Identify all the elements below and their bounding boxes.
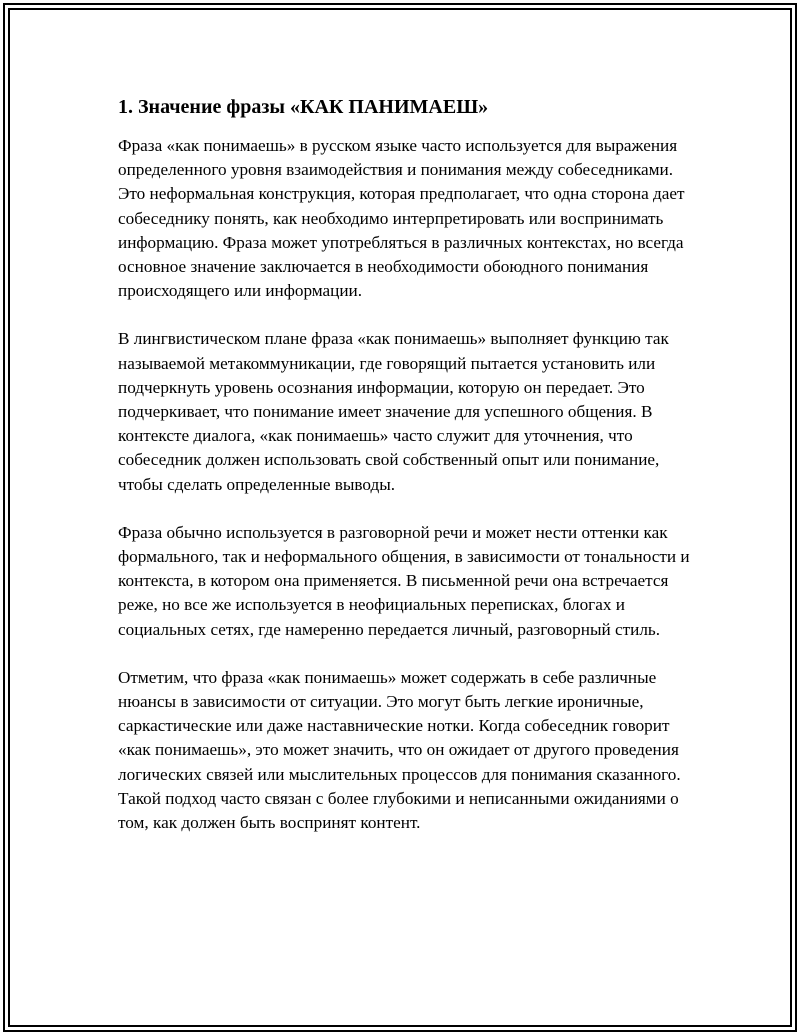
paragraph-2: В лингвистическом плане фраза «как понимаешь» выполняет функцию так называемой метакоммуникации, где говорящий пытается установить или подчеркнуть уровень осознания информации, которую он передает. Это подчеркивает, что понимание имеет значение для успешного общения. В контексте диалога, «как понимаешь» часто служит для уточнения, что собеседник должен использовать свой собственный опыт или понимание, чтобы сделать определенные выводы. — [118, 329, 669, 494]
section-heading: 1. Значение фразы «КАК ПАНИМАЕШ» — [118, 96, 489, 118]
paragraph-3: Фраза обычно используется в разговорной речи и может нести оттенки как формального, так и неформального общения, в зависимости от тональности и контекста, в котором она применяется. В письменной речи она встречается реже, но все же используется в неофициальных переписках, блогах и социальных сетях, где намеренно передается личный, разговорный стиль. — [118, 522, 690, 639]
paragraph-1: Фраза «как понимаешь» в русском языке часто используется для выражения определенного уровня взаимодействия и понимания между собеседниками. Это неформальная конструкция, которая предполагает, что одна сторона дает собеседнику понять, как необходимо интерпретировать или воспринимать информацию. Фраза может употребляться в различных контекстах, но всегда основное значение заключается в необходимости обоюдного понимания происходящего или информации. — [118, 136, 685, 301]
document-body — [118, 94, 698, 859]
paragraph-4: Отметим, что фраза «как понимаешь» может содержать в себе различные нюансы в зависимости от ситуации. Это могут быть легкие ироничные, саркастические или даже наставнические нотки. Когда собеседник говорит «как понимаешь», это может значить, что он ожидает от другого проведения логических связей или мыслительных процессов для понимания сказанного. Такой подход часто связан с более глубокими и неписанными ожиданиями о том, как должен быть воспринят контент. — [118, 667, 681, 833]
